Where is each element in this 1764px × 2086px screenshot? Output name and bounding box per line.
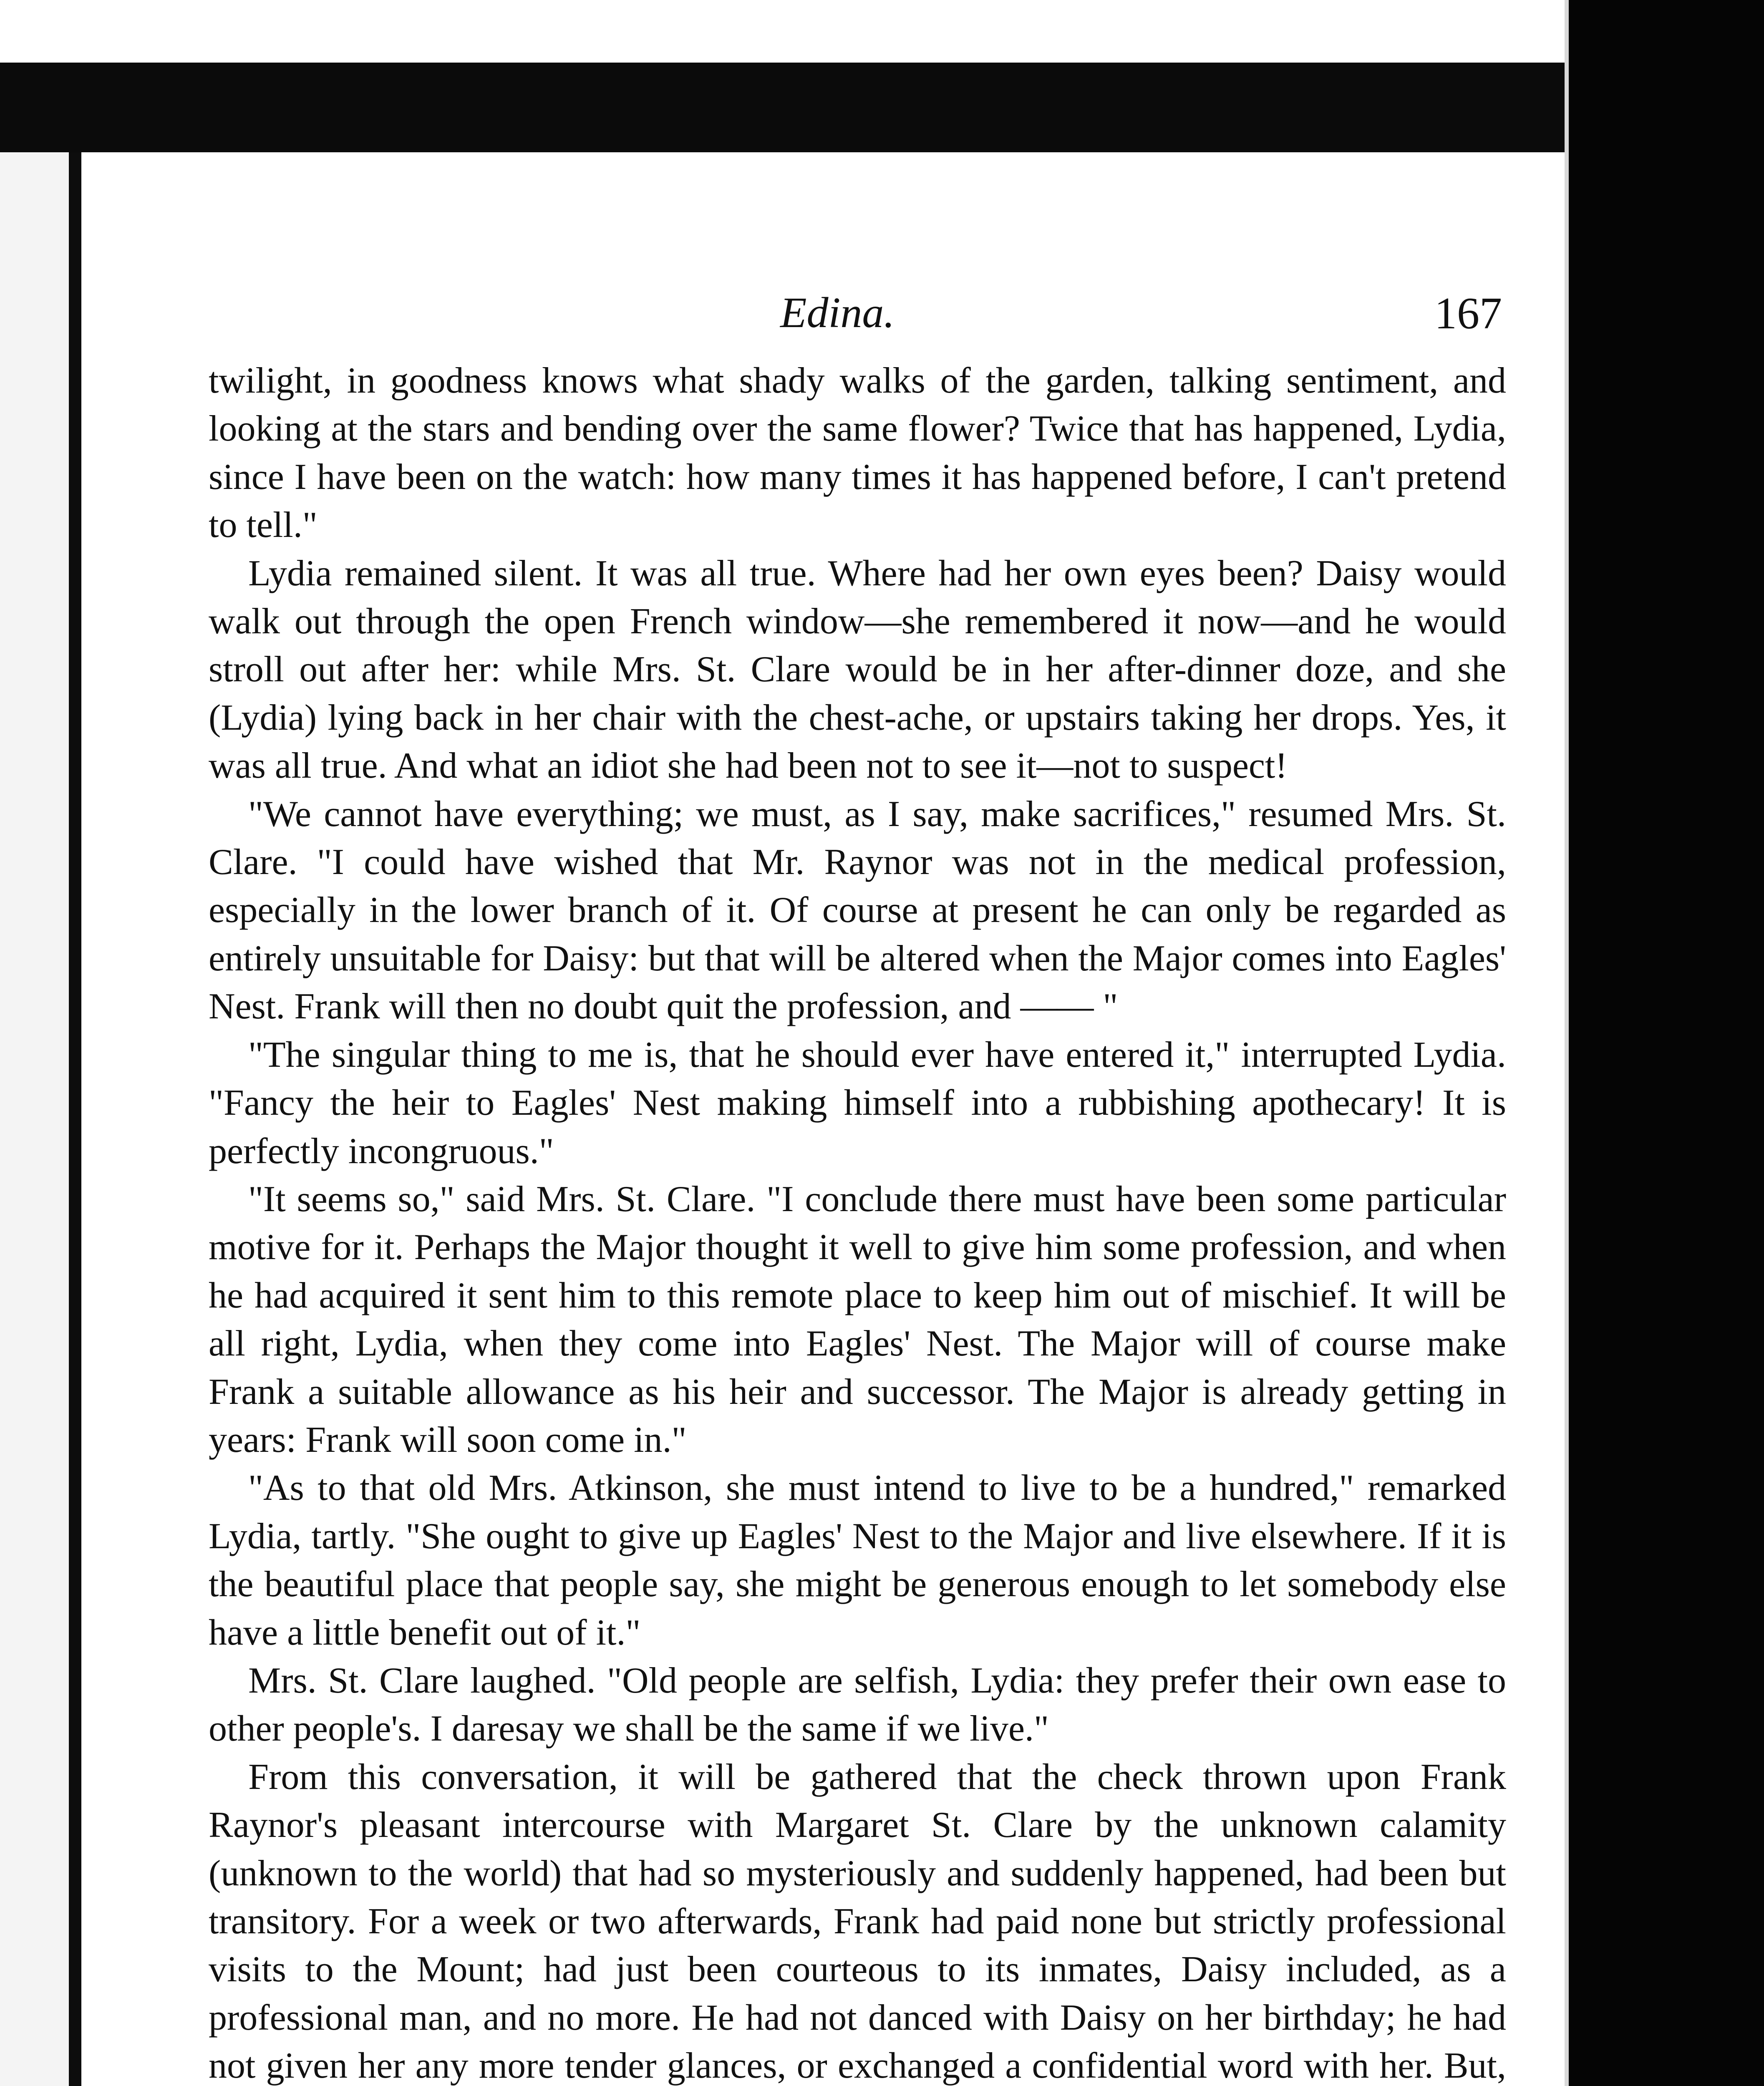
paragraph-4: "The singular thing to me is, that he should ever have entered it," interrupted Lydia. "Fancy the heir to Eagles' Nest making himself into a rubbishing apothecary! It is perfectly incongruous." <box>209 1034 1506 1171</box>
paragraph-7: Mrs. St. Clare laughed. "Old people are selfish, Lydia: they prefer their own ease to other people's. I daresay we shall be the same if we live." <box>209 1660 1506 1749</box>
facing-page-edge <box>0 152 69 2086</box>
scan-border-top <box>0 63 1598 152</box>
page-header <box>209 288 1502 350</box>
paragraph-2: Lydia remained silent. It was all true. Where had her own eyes been? Daisy would walk out through the open French window—she remembered it now—and he would stroll out after her: while Mrs. St. Clare would be in her after-dinner doze, and she (Lydia) lying back in her chair with the chest-ache, or upstairs taking her drops. Yes, it was all true. And what an idiot she had been not to see it—not to suspect! <box>209 553 1506 786</box>
paragraph-8: From this conversation, it will be gathered that the check thrown upon Frank Raynor's pleasant intercourse with Margaret St. Clare by the unknown calamity (unknown to the world) that had so mysteriously and suddenly happened, had been but transitory. For a week or two afterwards, Frank had paid none but strictly professional visits to the Mount; had just been courteous to its inmates, Daisy included, as a professional man, and no more. He had not danced with Daisy on her birthday; he had not given her any more tender glances, or exchanged a confidential word with her. But, <box>209 1756 1506 2086</box>
running-title: Edina. <box>780 289 895 337</box>
book-page <box>81 152 1565 2086</box>
paragraph-1: twilight, in goodness knows what shady walks of the garden, talking sentiment, and looking at the stars and bending over the same flower? Twice that has happened, Lydia, since I have been on the watch: how many times it has happened before, I can't pretend to tell." <box>209 360 1506 546</box>
body-text <box>209 357 1506 2086</box>
page-number: 167 <box>1434 289 1502 338</box>
paragraph-5: "It seems so," said Mrs. St. Clare. "I conclude there must have been some particular motive for it. Perhaps the Major thought it well to give him some profession, and when he had acquired it sent him to this remote place to keep him out of mischief. It will be all right, Lydia, when they come into Eagles' Nest. The Major will of course make Frank a suitable allowance as his heir and successor. The Major is already getting in years: Frank will soon come in." <box>209 1179 1506 1460</box>
paragraph-6: "As to that old Mrs. Atkinson, she must intend to live to be a hundred," remarked Lydia, tartly. "She ought to give up Eagles' Nest to the Major and live elsewhere. If it is the beautiful place that people say, she might be generous enough to let somebody else have a little benefit out of it." <box>209 1468 1506 1653</box>
scan-border-right <box>1569 0 1764 2086</box>
paragraph-3: "We cannot have everything; we must, as I say, make sacrifices," resumed Mrs. St. Clare. "I could have wished that Mr. Raynor was not in the medical profession, especially in the lower branch of it. Of course at present he can only be regarded as entirely unsuitable for Daisy: but that will be altered when the Major comes into Eagles' Nest. Frank will then no doubt quit the profession, and —— " <box>209 794 1506 1027</box>
